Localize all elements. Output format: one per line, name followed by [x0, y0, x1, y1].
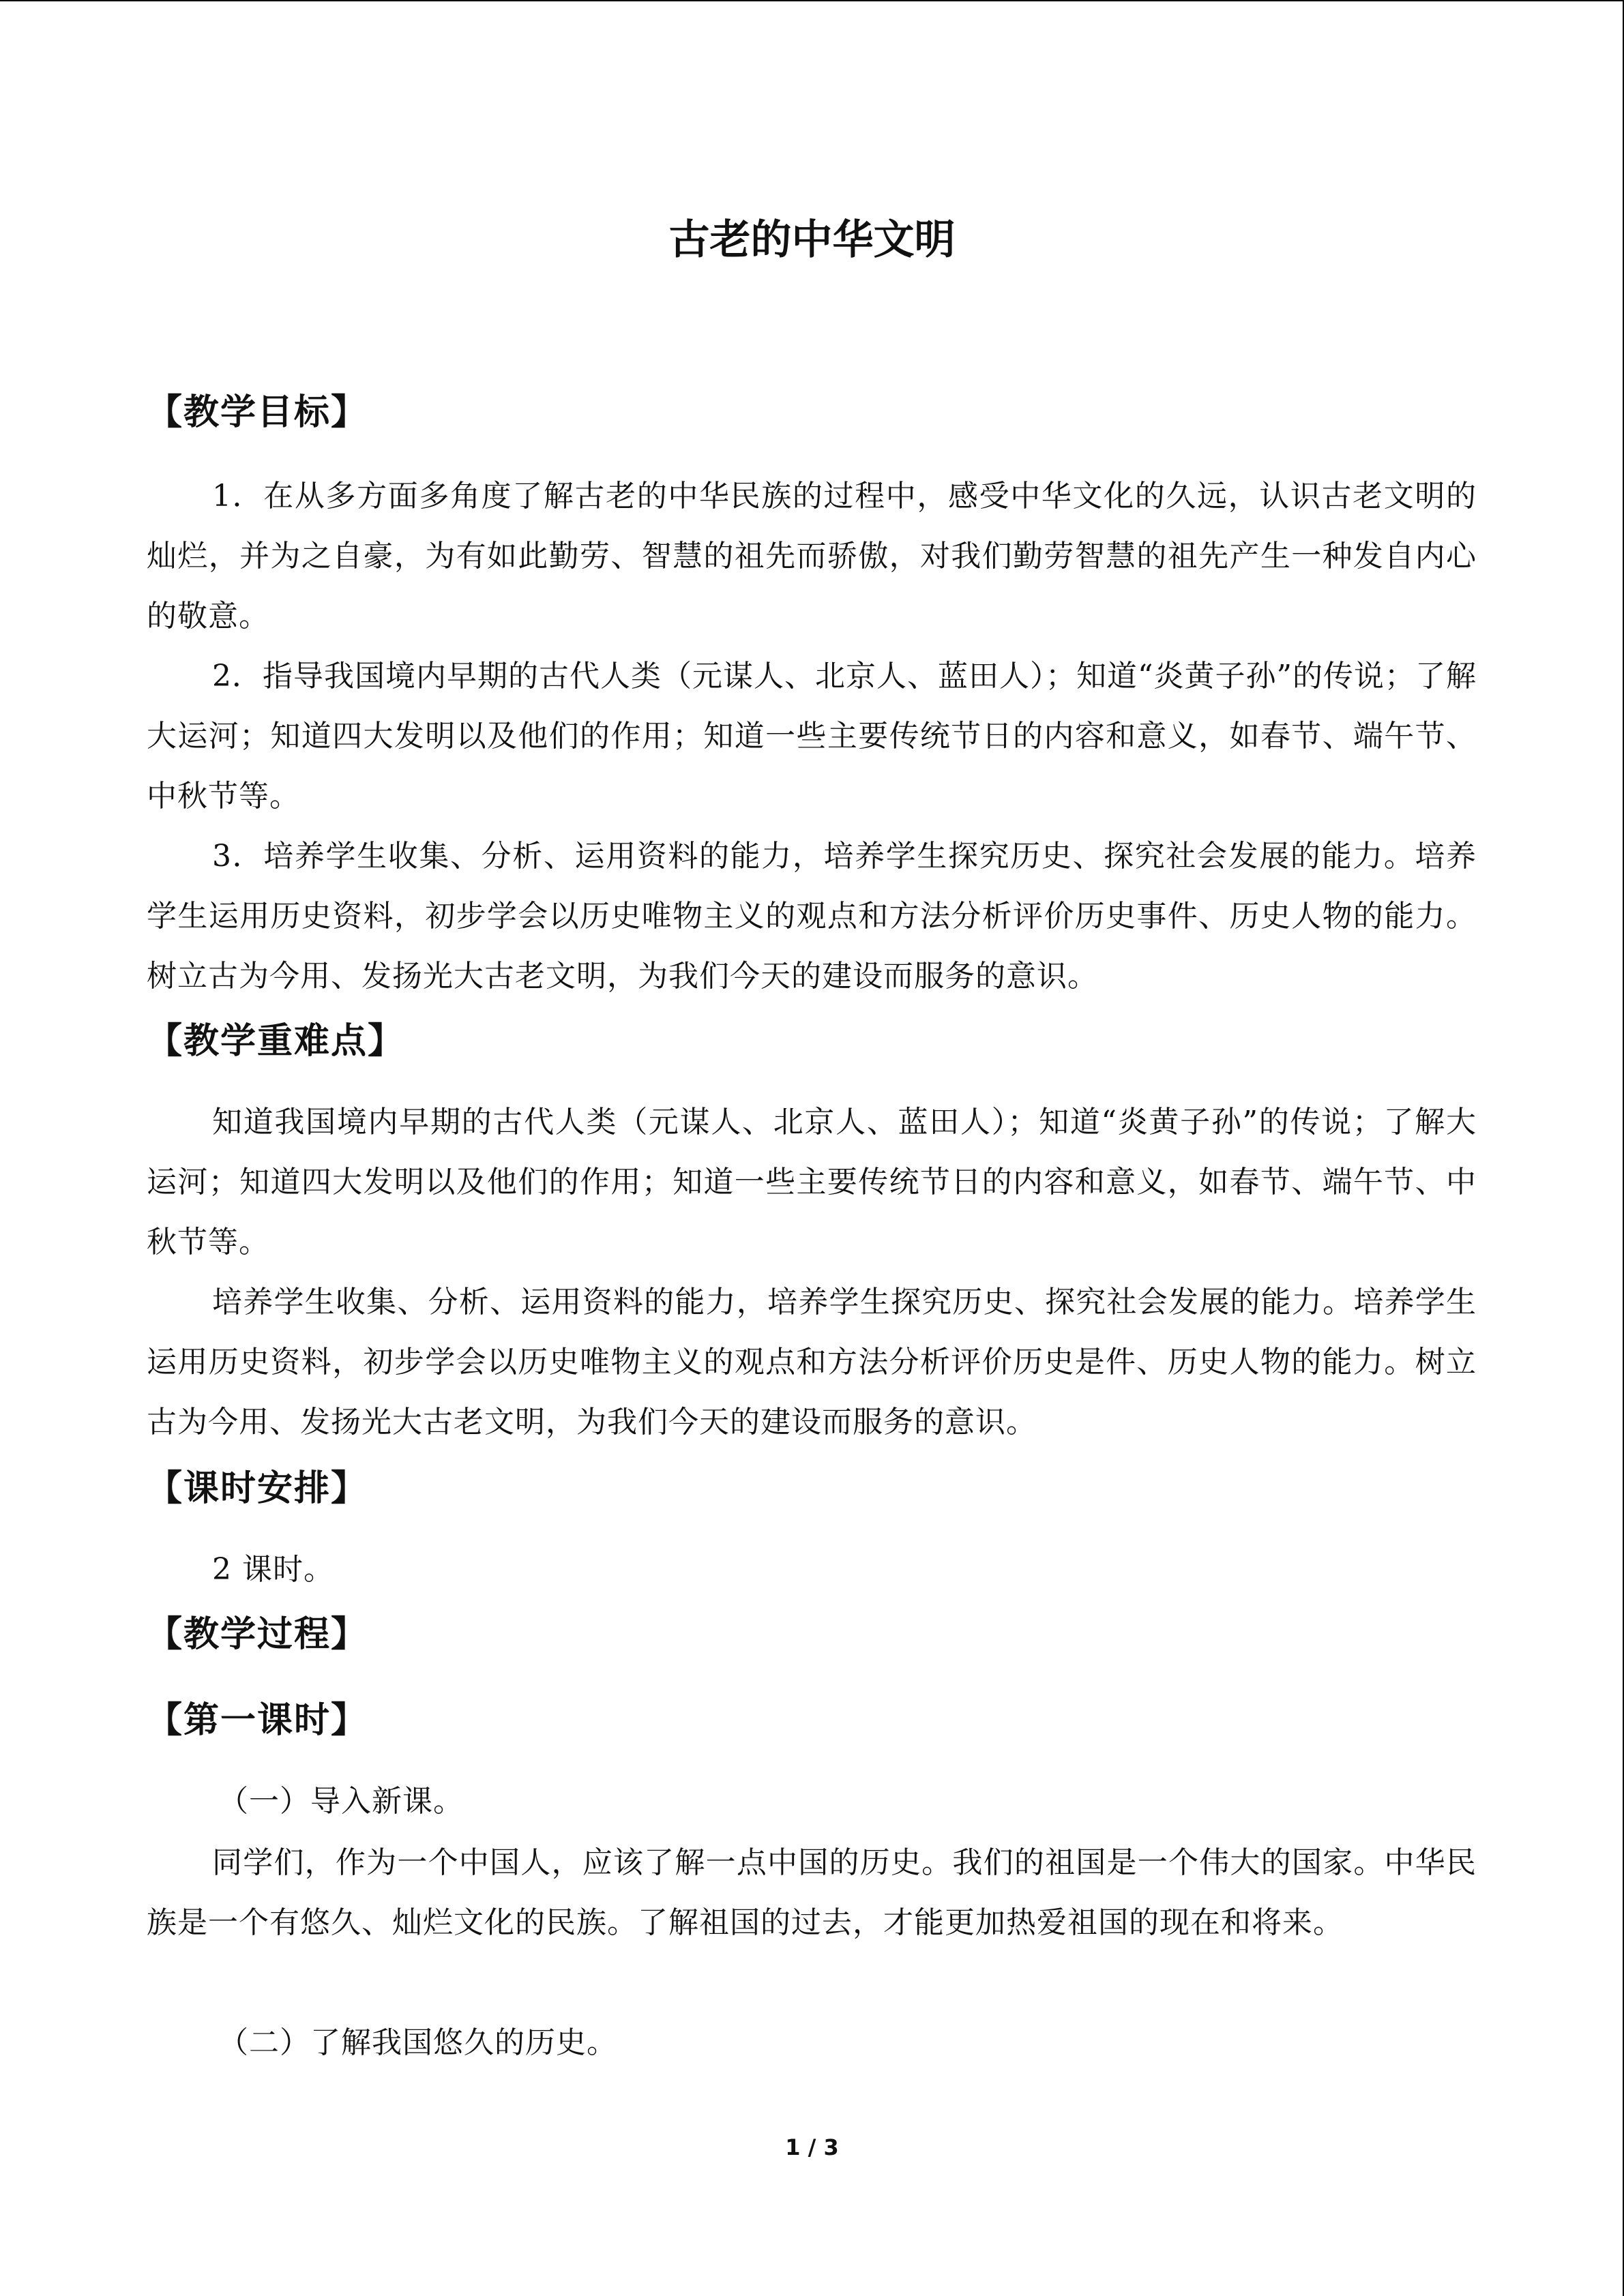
step-1-text: （一）导入新课。 [218, 1784, 464, 1819]
goal-paragraph-3: 3．培养学生收集、分析、运用资料的能力，培养学生探究历史、探究社会发展的能力。培养学生运用历史资料，初步学会以历史唯物主义的观点和方法分析评价历史事件、历史人物的能力。树立古为今用、发扬光大古老文明，为我们今天的建设而服务的意识。 [147, 839, 1477, 994]
section-heading-process: 【教学过程】 [147, 1614, 368, 1655]
schedule-text: 2 课时。 [212, 1552, 334, 1587]
step-2-text: （二）了解我国悠久的历史。 [218, 2025, 617, 2060]
document-title: 古老的中华文明 [668, 216, 956, 264]
intro-paragraph: 同学们，作为一个中国人，应该了解一点中国的历史。我们的祖国是一个伟大的国家。中华民族是一个有悠久、灿烂文化的民族。了解祖国的过去，才能更加热爱祖国的现在和将来。 [147, 1845, 1477, 1940]
section-heading-lesson-1: 【第一课时】 [147, 1700, 368, 1741]
goal-paragraph-2: 2．指导我国境内早期的古代人类（元谋人、北京人、蓝田人）；知道“炎黄子孙”的传说；了解大运河；知道四大发明以及他们的作用；知道一些主要传统节日的内容和意义，如春节、端午节、中秋节等。 [147, 659, 1477, 814]
goal-paragraph-1: 1．在从多方面多角度了解古老的中华民族的过程中，感受中华文化的久远，认识古老文明的灿烂，并为之自豪，为有如此勤劳、智慧的祖先而骄傲，对我们勤劳智慧的祖先产生一种发自内心的敬意。 [147, 479, 1477, 633]
section-heading-schedule: 【课时安排】 [147, 1468, 368, 1509]
section-heading-goals: 【教学目标】 [147, 392, 368, 433]
key-paragraph-2: 培养学生收集、分析、运用资料的能力，培养学生探究历史、探究社会发展的能力。培养学生运用历史资料，初步学会以历史唯物主义的观点和方法分析评价历史是件、历史人物的能力。树立古为今用、发扬光大古老文明，为我们今天的建设而服务的意识。 [147, 1285, 1477, 1440]
key-paragraph-1: 知道我国境内早期的古代人类（元谋人、北京人、蓝田人）；知道“炎黄子孙”的传说；了解大运河；知道四大发明以及他们的作用；知道一些主要传统节日的内容和意义，如春节、端午节、中秋节等。 [147, 1105, 1477, 1259]
section-heading-key-points: 【教学重难点】 [147, 1021, 405, 1062]
page-number: 1 / 3 [785, 2134, 839, 2160]
